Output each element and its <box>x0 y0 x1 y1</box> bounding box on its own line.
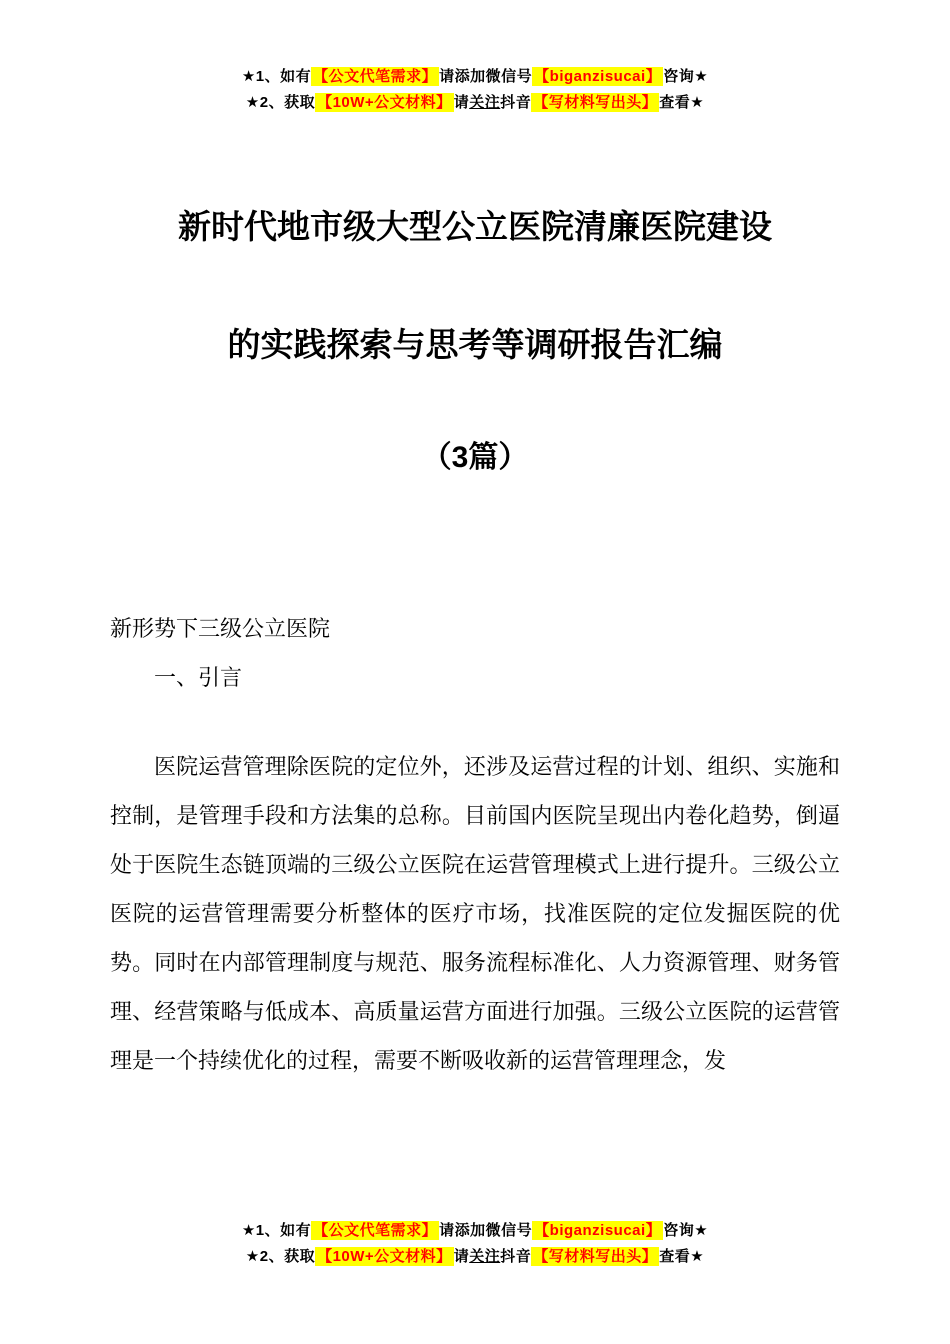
promo-top-line2-middle: 请 <box>453 94 470 111</box>
promo-bottom-line2-highlight-1: 【10W+公文材料】 <box>317 1248 452 1265</box>
promo-top-line1-highlight-2: 【biganzisucai】 <box>534 68 662 85</box>
promo-top-line-1 <box>110 64 840 90</box>
promo-bottom-line1-highlight-1: 【公文代笔需求】 <box>313 1222 438 1239</box>
promo-bottom-line-2 <box>0 1244 950 1270</box>
document-subheading: 新形势下三级公立医院 <box>110 616 331 641</box>
promo-bottom-line1-suffix: 咨询★ <box>663 1222 709 1239</box>
promo-bottom-line2-highlight-2: 【写材料写出头】 <box>533 1248 658 1265</box>
promo-banner-bottom <box>0 1218 950 1270</box>
page-title <box>110 168 840 404</box>
promo-bottom-line2-middle-2: 抖音 <box>500 1248 532 1265</box>
promo-top-line2-middle-2: 抖音 <box>500 94 532 111</box>
promo-bottom-line2-suffix: 查看★ <box>659 1248 705 1265</box>
promo-banner-top <box>110 0 840 116</box>
promo-top-line2-suffix: 查看★ <box>659 94 705 111</box>
promo-bottom-line-1 <box>0 1218 950 1244</box>
promo-top-line1-highlight-1: 【公文代笔需求】 <box>313 68 438 85</box>
promo-bottom-line1-prefix: ★1、如有 <box>241 1222 312 1239</box>
document-body <box>110 604 840 1085</box>
document-paragraph: 医院运营管理除医院的定位外，还涉及运营过程的计划、组织、实施和控制，是管理手段和方法集的总称。目前国内医院呈现出内卷化趋势，倒逼处于医院生态链顶端的三级公立医院在运营管理模式上进行提升。三级公立医院的运营管理需要分析整体的医疗市场，找准医院的定位发掘医院的优势。同时在内部管理制度与规范、服务流程标准化、人力资源管理、财务管理、经营策略与低成本、高质量运营方面进行加强。三级公立医院的运营管理是一个持续优化的过程，需要不断吸收新的运营管理理念，发 <box>110 754 840 1073</box>
promo-top-line1-middle: 请添加微信号 <box>439 68 533 85</box>
document-section-heading: 一、引言 <box>154 665 243 690</box>
promo-top-line2-highlight-2: 【写材料写出头】 <box>533 94 658 111</box>
promo-bottom-line2-underline: 关注 <box>469 1248 501 1265</box>
promo-top-line-2 <box>110 90 840 116</box>
page-title-line-2: 的实践探索与思考等调研报告汇编 <box>227 326 723 363</box>
promo-bottom-line2-middle: 请 <box>453 1248 470 1265</box>
promo-top-line2-prefix: ★2、获取 <box>245 94 316 111</box>
promo-bottom-line2-prefix: ★2、获取 <box>245 1248 316 1265</box>
promo-bottom-line1-highlight-2: 【biganzisucai】 <box>534 1222 662 1239</box>
promo-top-line1-prefix: ★1、如有 <box>241 68 312 85</box>
promo-top-line1-suffix: 咨询★ <box>663 68 709 85</box>
promo-top-line2-highlight-1: 【10W+公文材料】 <box>317 94 452 111</box>
page-title-count: （3篇） <box>421 441 529 474</box>
promo-bottom-line1-middle: 请添加微信号 <box>439 1222 533 1239</box>
promo-top-line2-underline: 关注 <box>469 94 501 111</box>
page-title-line-1: 新时代地市级大型公立医院清廉医院建设 <box>178 208 772 245</box>
